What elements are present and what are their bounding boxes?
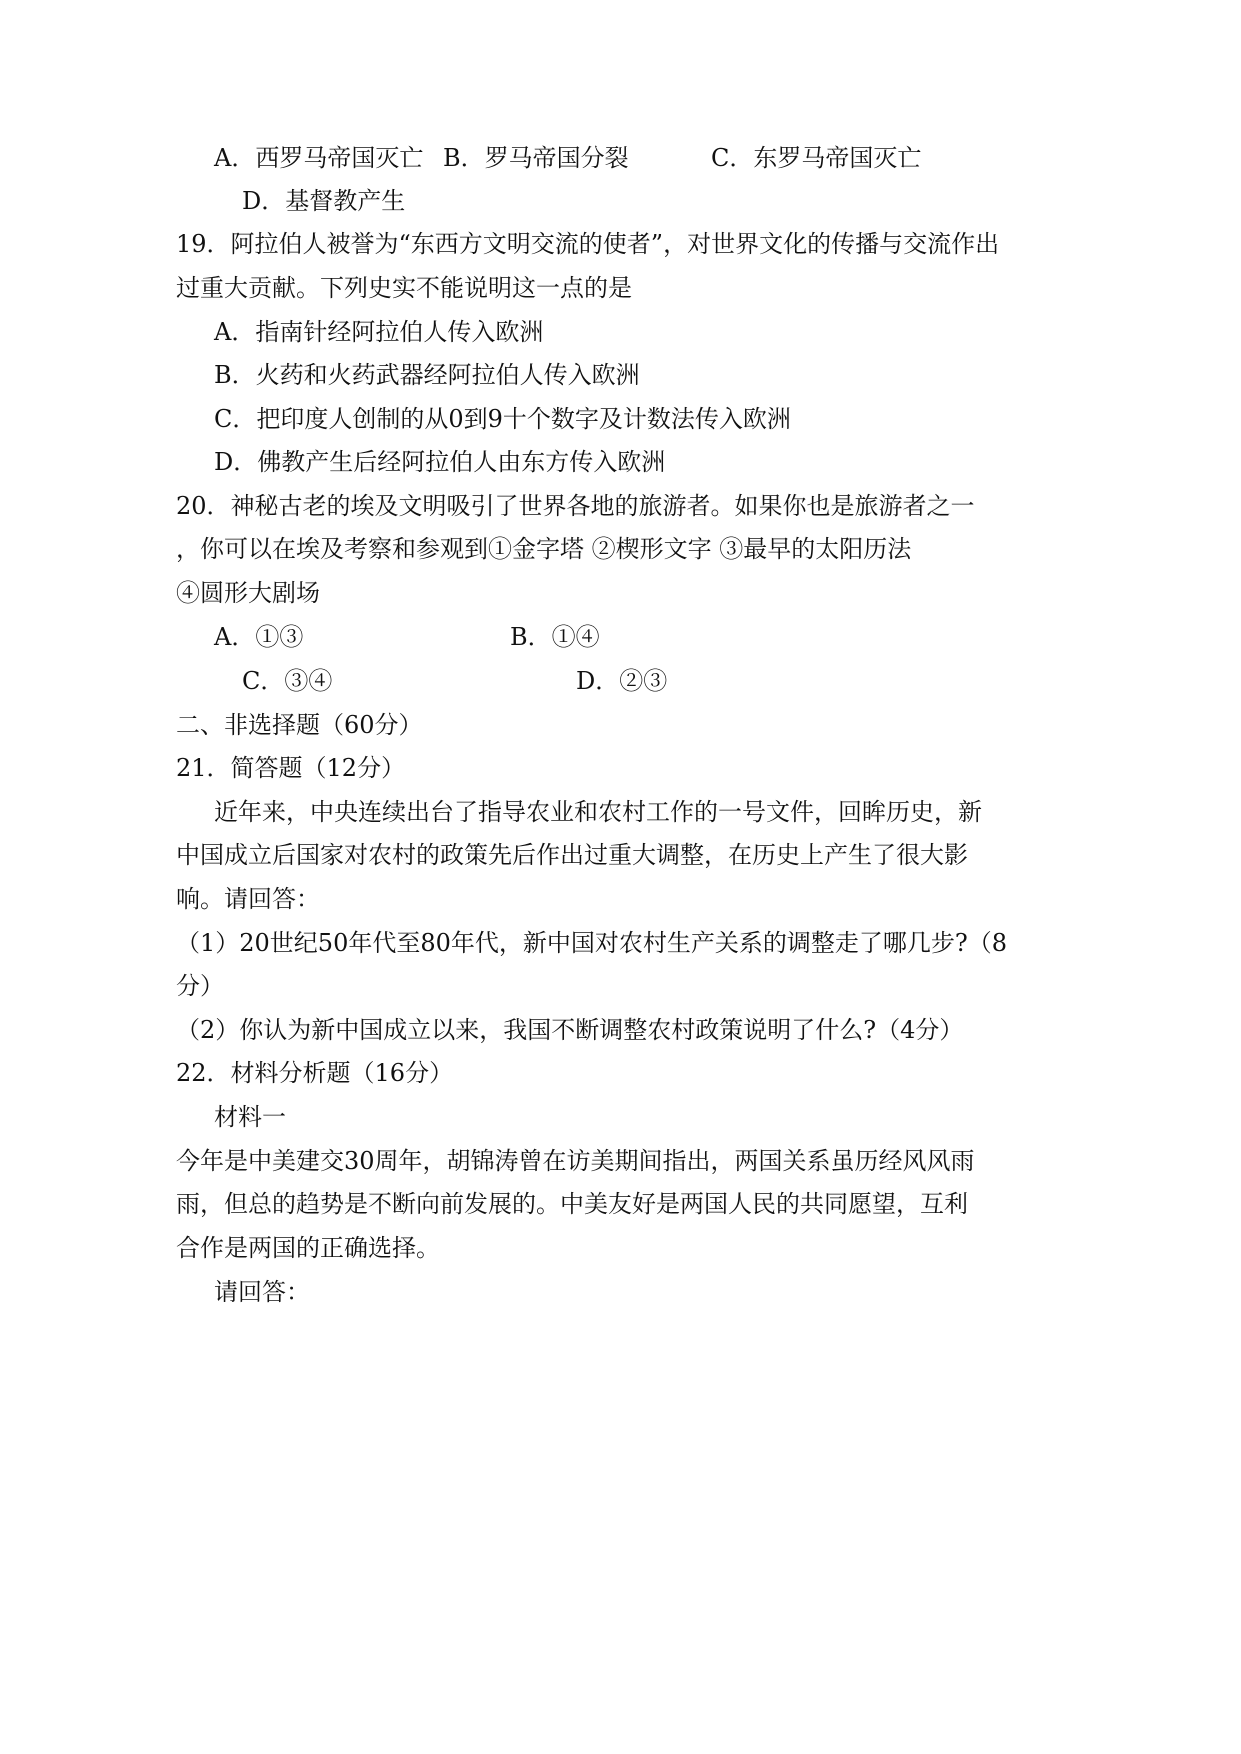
q19-option-d: D．佛教产生后经阿拉伯人由东方传入欧洲 <box>214 448 666 476</box>
q21-subquestion-1-line-2: 分） <box>176 972 224 1000</box>
q20-option-d: D．②③ <box>576 667 668 695</box>
q19-option-a: A．指南针经阿拉伯人传入欧洲 <box>214 318 544 346</box>
q20-option-a: A．①③ <box>214 623 304 651</box>
q18-option-c: C．东罗马帝国灭亡 <box>711 144 922 172</box>
q22-prompt: 请回答： <box>214 1278 310 1306</box>
q18-option-d: D．基督教产生 <box>242 187 406 215</box>
q22-title: 22．材料分析题（16分） <box>176 1059 454 1087</box>
q18-option-b: B．罗马帝国分裂 <box>443 144 629 172</box>
q20-stem-line-2: ，你可以在埃及考察和参观到①金字塔 ②楔形文字 ③最早的太阳历法 <box>176 535 912 563</box>
q19-option-b: B．火药和火药武器经阿拉伯人传入欧洲 <box>214 361 640 389</box>
q21-subquestion-1-line-1: （1）20世纪50年代至80年代，新中国对农村生产关系的调整走了哪几步?（8 <box>176 929 1008 957</box>
q22-material-label: 材料一 <box>214 1103 286 1131</box>
q22-material-line-1: 今年是中美建交30周年，胡锦涛曾在访美期间指出，两国关系虽历经风风雨 <box>176 1147 975 1175</box>
q19-option-c: C．把印度人创制的从0到9十个数字及计数法传入欧洲 <box>214 405 791 433</box>
q19-stem-line-2: 过重大贡献。下列史实不能说明这一点的是 <box>176 274 632 302</box>
q20-option-b: B．①④ <box>510 623 600 651</box>
q20-stem-line-1: 20．神秘古老的埃及文明吸引了世界各地的旅游者。如果你也是旅游者之一 <box>176 492 975 520</box>
q22-material-line-2: 雨，但总的趋势是不断向前发展的。中美友好是两国人民的共同愿望，互利 <box>176 1190 968 1218</box>
q18-option-a: A．西罗马帝国灭亡 <box>214 144 424 172</box>
q20-stem-line-3: ④圆形大剧场 <box>176 579 320 607</box>
q21-title: 21．简答题（12分） <box>176 754 406 782</box>
q20-option-c: C．③④ <box>242 667 333 695</box>
q21-paragraph-line-1: 近年来，中央连续出台了指导农业和农村工作的一号文件，回眸历史，新 <box>214 798 982 826</box>
q21-paragraph-line-3: 响。请回答： <box>176 885 320 913</box>
section-2-heading: 二、非选择题（60分） <box>176 711 423 739</box>
q21-subquestion-2: （2）你认为新中国成立以来，我国不断调整农村政策说明了什么?（4分） <box>176 1016 964 1044</box>
q22-material-line-3: 合作是两国的正确选择。 <box>176 1234 440 1262</box>
q21-paragraph-line-2: 中国成立后国家对农村的政策先后作出过重大调整，在历史上产生了很大影 <box>176 841 968 869</box>
q19-stem-line-1: 19．阿拉伯人被誉为“东西方文明交流的使者”，对世界文化的传播与交流作出 <box>176 230 1000 258</box>
